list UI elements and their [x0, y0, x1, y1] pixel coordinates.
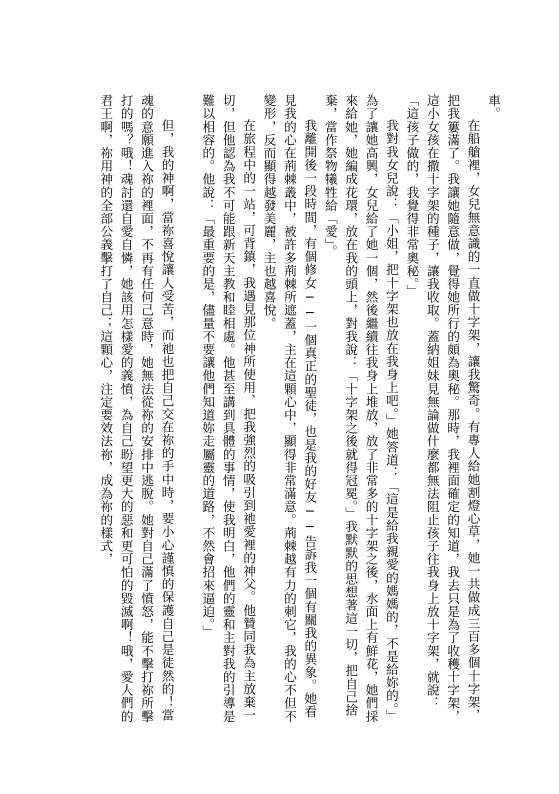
paragraph-gap	[177, 94, 197, 724]
paragraph: 我對我女兒說：「小姐，把十字架也放在我身上吧。」她答道：「這是給我親愛的媽媽的，不是給妳的。」為了讓她高興，女兒給了她一個，然後繼續往我身上堆放，放了非常多的十字架之後，水面上有鮮花，她們採來給她，她編成花環，放在我的頭上，對我說：「十字架之後就得冠冕。」我默默的思想著這一切，把自己捨棄，當作祭物犧牲給「愛」。	[322, 94, 399, 723]
paragraph: 在船艙裡，女兒無意識的一直做十字架，讓我驚奇。有專人給她割燈心草，她一共做成三百多個十字架，把我簍滿了。我讓她隨意做，覺得她所行的頗為奧秘。那時，我裡面確定的知道，我去只是為了收穫十字架，這小女孩在撒十字架的種子，讓我收取。蓋納姐妹見無論做什麼都無法阻止孩子往我身上放十字架，就說：「這孩子做的，我覺得非常奧秘。」	[404, 94, 481, 723]
paragraph: 車。	[486, 94, 501, 121]
paragraph: 但，我的神啊，當祢喜悅讓人受苦，而祂也把自己交在祢的手中時，要小心謹慎的保護自己是徒然的！當魂的意願進入祢的裡面，不再有任何己意時，她無法從祢的安排中逃脫。她對自己滿了憤怒，能不擊打祢所擊打的嗎？哦！魂討還自愛自憐，她該用怎樣愛的義憤，為自己盼望更大的惡和更可怕的毀滅啊！哦，愛人們的君王啊，祢用神的全部公義擊打了自己；這顆心，注定要效法祢，成為祢的樣式，	[98, 94, 175, 723]
vertical-text-body	[95, 94, 503, 724]
paragraph: 在旅程中的一站，可背鎮，我遇見那位神所使用、把我強烈的吸引到祂愛裡的神父。他贊同我為主放棄一切，但他認為我不可能跟新天主教和睦相處。他甚至講到具體的事情，使我明白，他們的靈和主對我的引導是難以相容的。他說：「最重要的是，儘量不要讓他們知道妳走屬靈的道路，不然會招來逼迫。」	[200, 94, 257, 723]
paragraph: 我離開後一段時間，有個修女──一個真正的聖徒，也是我的好友──告訴我一個有關我的異象。她看見我的心在荊棘叢中，被許多荊棘所遮蓋，主在這顆心中，顯得非常滿意。荊棘越有力的刺它，我的心不但不變形，反而顯得越發美麗，主也越喜悅。	[261, 94, 318, 723]
